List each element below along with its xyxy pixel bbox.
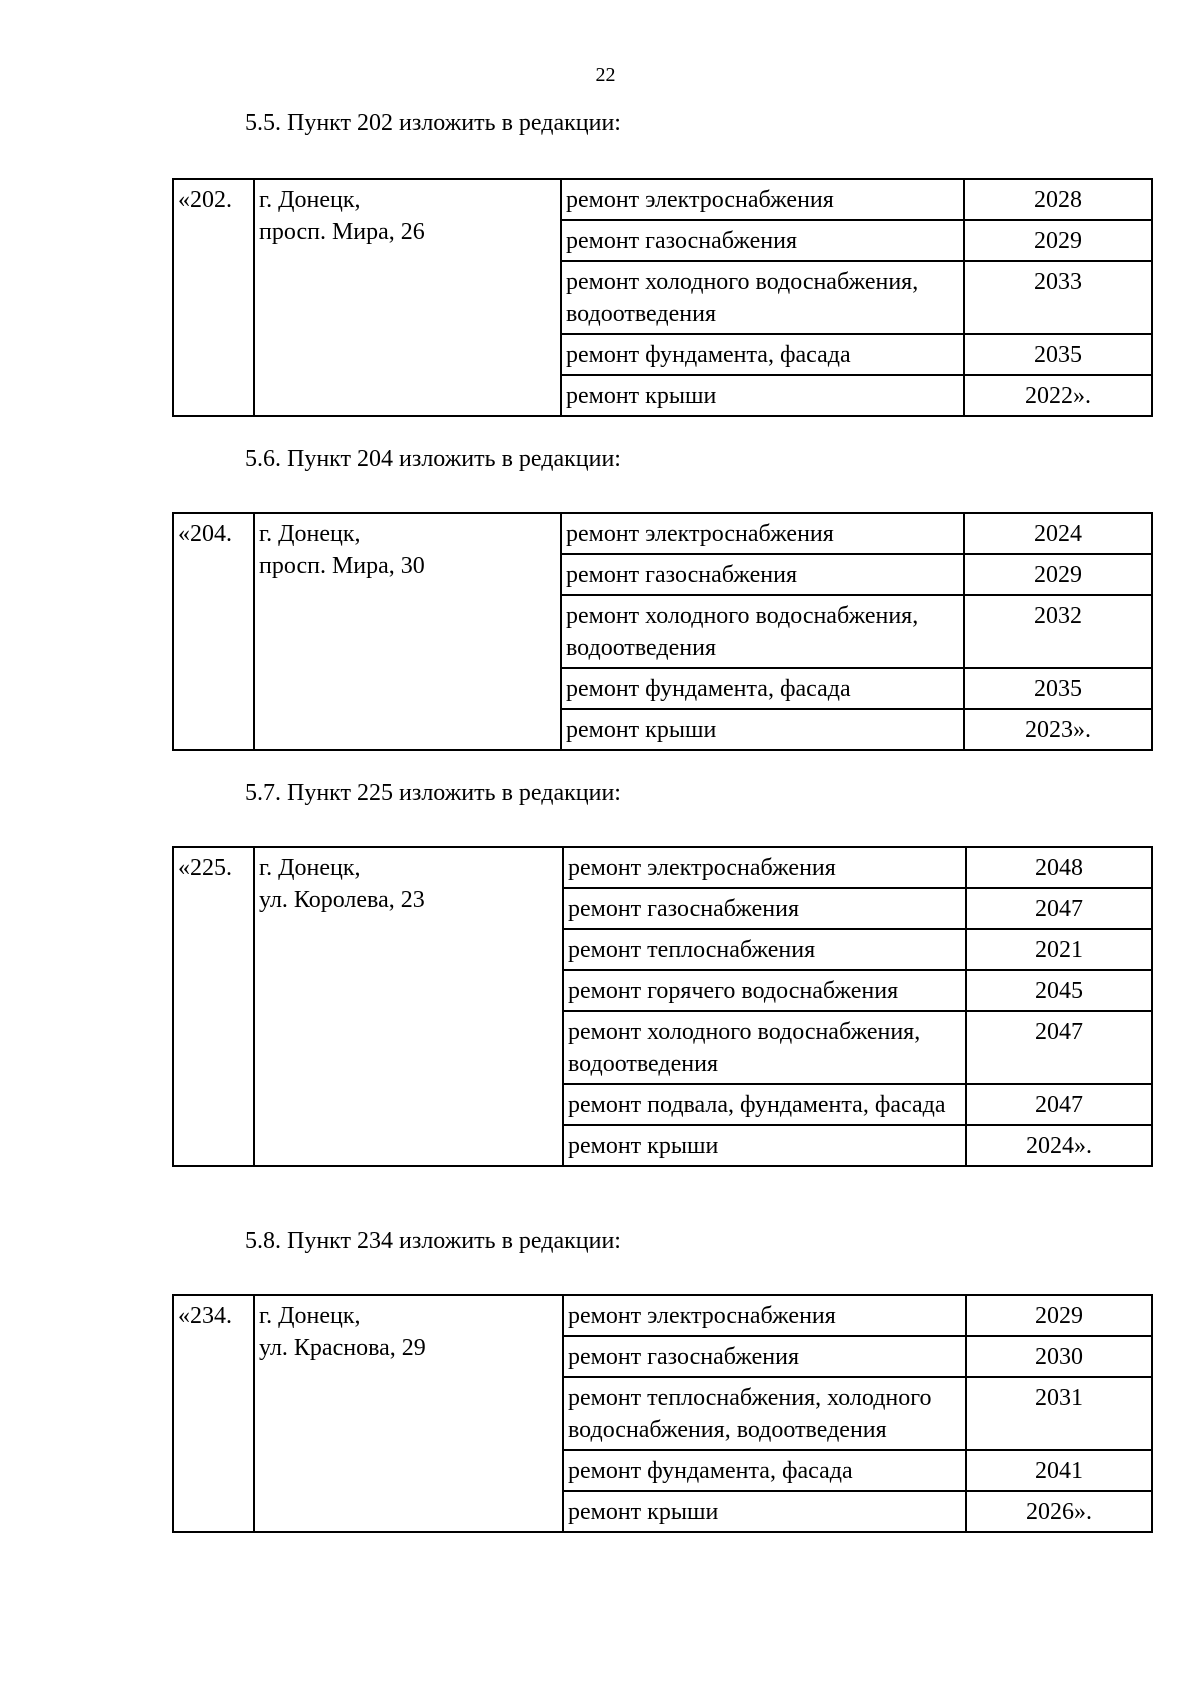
work-type: ремонт горячего водоснабжения: [563, 970, 966, 1011]
address-line: ул. Королева, 23: [259, 887, 425, 913]
year: 2026».: [966, 1491, 1152, 1532]
year: 2047: [966, 888, 1152, 929]
work-type: ремонт фундамента, фасада: [561, 668, 964, 709]
year: 2032: [964, 595, 1152, 668]
year: 2029: [964, 554, 1152, 595]
address: [254, 179, 561, 416]
year: 2024: [964, 513, 1152, 554]
work-type: ремонт холодного водоснабжения, водоотведения: [561, 261, 964, 334]
work-type: ремонт фундамента, фасада: [561, 334, 964, 375]
repair-schedule-table: [172, 1294, 1153, 1533]
work-type: ремонт газоснабжения: [563, 888, 966, 929]
item-number: «202.: [173, 179, 254, 416]
work-type: ремонт газоснабжения: [561, 554, 964, 595]
repair-schedule-table: [172, 178, 1153, 417]
year: 2047: [966, 1011, 1152, 1084]
section-heading: 5.7. Пункт 225 изложить в редакции:: [245, 780, 621, 806]
item-number: «225.: [173, 847, 254, 1166]
year: 2045: [966, 970, 1152, 1011]
year: 2028: [964, 179, 1152, 220]
section-heading: 5.8. Пункт 234 изложить в редакции:: [245, 1228, 621, 1254]
address-line: г. Донецк,: [259, 187, 361, 213]
item-number: «204.: [173, 513, 254, 750]
year: 2023».: [964, 709, 1152, 750]
page-number: 22: [595, 64, 616, 86]
address-line: ул. Краснова, 29: [259, 1335, 426, 1361]
year: 2022».: [964, 375, 1152, 416]
work-type: ремонт крыши: [561, 709, 964, 750]
work-type: ремонт электроснабжения: [561, 513, 964, 554]
year: 2035: [964, 334, 1152, 375]
year: 2031: [966, 1377, 1152, 1450]
work-type: ремонт электроснабжения: [561, 179, 964, 220]
item-number: «234.: [173, 1295, 254, 1532]
work-type: ремонт холодного водоснабжения, водоотведения: [563, 1011, 966, 1084]
address-line: г. Донецк,: [259, 1303, 361, 1329]
work-type: ремонт фундамента, фасада: [563, 1450, 966, 1491]
year: 2029: [966, 1295, 1152, 1336]
work-type: ремонт электроснабжения: [563, 1295, 966, 1336]
work-type: ремонт газоснабжения: [561, 220, 964, 261]
address: [254, 513, 561, 750]
table-row: [173, 847, 1152, 888]
year: 2035: [964, 668, 1152, 709]
address: [254, 847, 563, 1166]
work-type: ремонт электроснабжения: [563, 847, 966, 888]
table-row: [173, 1295, 1152, 1336]
section-heading: 5.6. Пункт 204 изложить в редакции:: [245, 446, 621, 472]
work-type: ремонт крыши: [561, 375, 964, 416]
section-heading: 5.5. Пункт 202 изложить в редакции:: [245, 110, 621, 136]
year: 2029: [964, 220, 1152, 261]
work-type: ремонт крыши: [563, 1125, 966, 1166]
work-type: ремонт холодного водоснабжения, водоотведения: [561, 595, 964, 668]
year: 2021: [966, 929, 1152, 970]
repair-schedule-table: [172, 512, 1153, 751]
address: [254, 1295, 563, 1532]
address-line: г. Донецк,: [259, 855, 361, 881]
work-type: ремонт газоснабжения: [563, 1336, 966, 1377]
year: 2041: [966, 1450, 1152, 1491]
work-type: ремонт теплоснабжения, холодного водоснабжения, водоотведения: [563, 1377, 966, 1450]
work-type: ремонт крыши: [563, 1491, 966, 1532]
repair-schedule-table: [172, 846, 1153, 1167]
work-type: ремонт подвала, фундамента, фасада: [563, 1084, 966, 1125]
address-line: г. Донецк,: [259, 521, 361, 547]
address-line: просп. Мира, 26: [259, 219, 425, 245]
year: 2048: [966, 847, 1152, 888]
year: 2024».: [966, 1125, 1152, 1166]
work-type: ремонт теплоснабжения: [563, 929, 966, 970]
year: 2033: [964, 261, 1152, 334]
table-row: [173, 179, 1152, 220]
year: 2030: [966, 1336, 1152, 1377]
address-line: просп. Мира, 30: [259, 553, 425, 579]
year: 2047: [966, 1084, 1152, 1125]
table-row: [173, 513, 1152, 554]
